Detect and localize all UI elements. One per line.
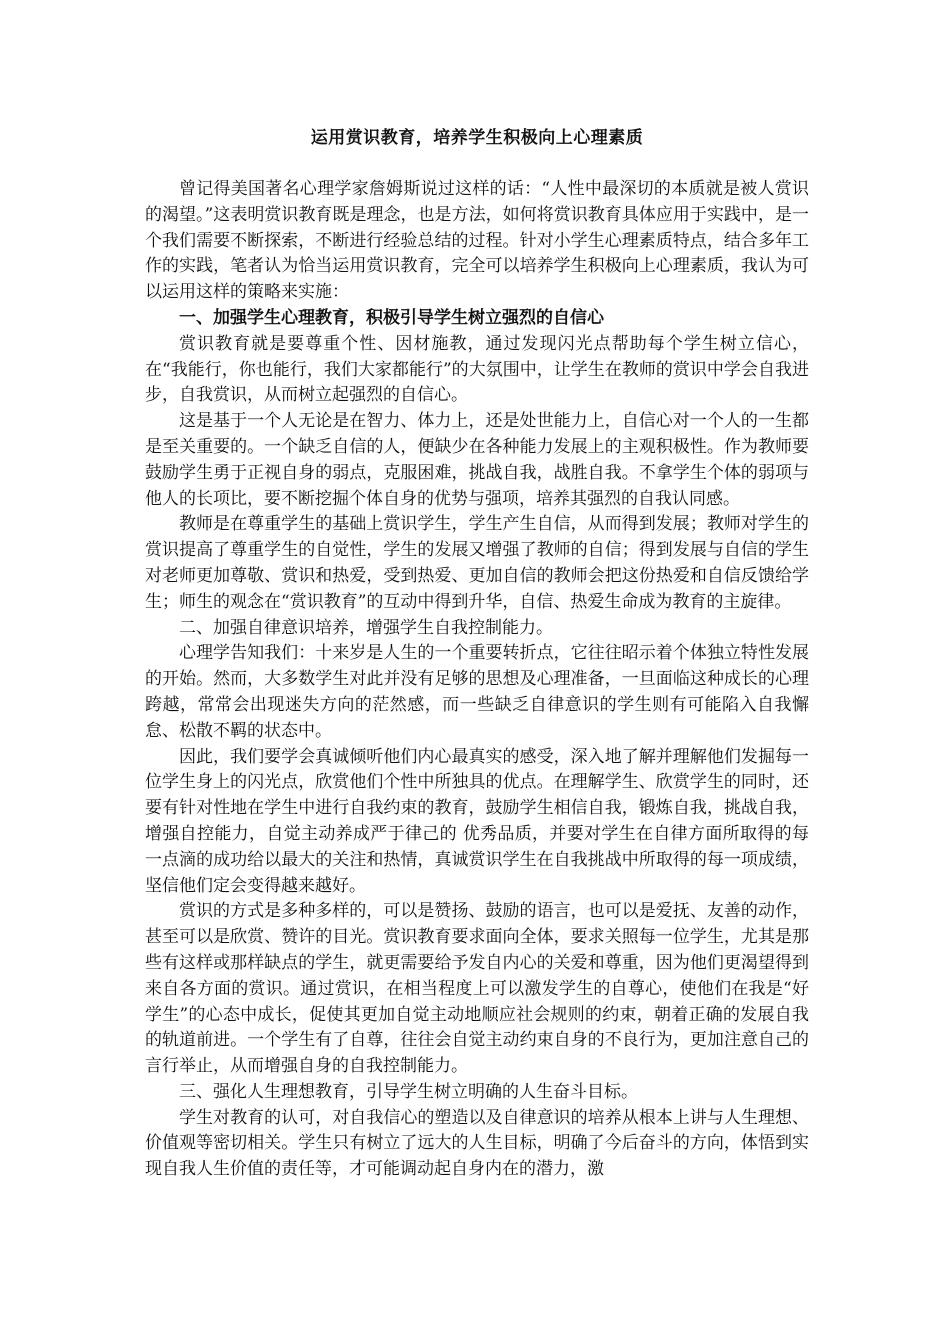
- paragraph-list: [145, 177, 809, 1183]
- body-paragraph: 赏识教育就是要尊重个性、因材施教，通过发现闪光点帮助每个学生树立信心，在“我能行，你也能行，我们大家都能行”的大氛围中，让学生在教师的赏识中学会自我进步，自我赏识，从而树立起强烈的自信心。: [145, 333, 809, 406]
- body-paragraph: 曾记得美国著名心理学家詹姆斯说过这样的话：“人性中最深切的本质就是被人赏识的渴望。”这表明赏识教育既是理念，也是方法，如何将赏识教育具体应用于实践中，是一个我们需要不断探索，不断进行经验总结的过程。针对小学生心理素质特点，结合多年工作的实践，笔者认为恰当运用赏识教育，完全可以培养学生积极向上心理素质，我认为可以运用这样的策略来实施：: [145, 179, 809, 303]
- section-heading: 一、加强学生心理教育，积极引导学生树立强烈的自信心: [179, 307, 604, 328]
- body-paragraph: 三、强化人生理想教育，引导学生树立明确的人生奋斗目标。: [179, 1081, 638, 1102]
- body-paragraph: 赏识的方式是多种多样的，可以是赞扬、鼓励的语言，也可以是爱抚、友善的动作，甚至可以是欣赏、赞许的目光。赏识教育要求面向全体，要求关照每一位学生，尤其是那些有这样或那样缺点的学生，就更需要给予发自内心的关爱和尊重，因为他们更渴望得到来自各方面的赏识。通过赏识，在相当程度上可以激发学生的自尊心，使他们在我是“好学生”的心态中成长，促使其更加自觉主动地顺应社会规则的约束，朝着正确的发展自我的轨道前进。一个学生有了自尊，往往会自觉主动约束自身的不良行为，更加注意自己的言行举止，从而增强自身的自我控制能力。: [145, 901, 809, 1077]
- body-paragraph: 教师是在尊重学生的基础上赏识学生，学生产生自信，从而得到发展；教师对学生的赏识提高了尊重学生的自觉性，学生的发展又增强了教师的自信；得到发展与自信的学生对老师更加尊敬、赏识和热爱，受到热爱、更加自信的教师会把这份热爱和自信反馈给学生；师生的观念在“赏识教育”的互动中得到升华，自信、热爱生命成为教育的主旋律。: [145, 514, 809, 612]
- body-paragraph: 这是基于一个人无论是在智力、体力上，还是处世能力上，自信心对一个人的一生都是至关重要的。一个缺乏自信的人，便缺少在各种能力发展上的主观积极性。作为教师要鼓励学生勇于正视自身的弱点，克服困难，挑战自我，战胜自我。不拿学生个体的弱项与他人的长项比，要不断挖掘个体自身的优势与强项，培养其强烈的自我认同感。: [145, 411, 809, 509]
- body-paragraph: 二、加强自律意识培养，增强学生自我控制能力。: [179, 617, 553, 638]
- document-content: [145, 126, 809, 1183]
- body-paragraph: 因此，我们要学会真诚倾听他们内心最真实的感受，深入地了解并理解他们发掘每一位学生身上的闪光点，欣赏他们个性中所独具的优点。在理解学生、欣赏学生的同时，还要有针对性地在学生中进行自我约束的教育，鼓励学生相信自我，锻炼自我，挑战自我，增强自控能力，自觉主动养成严于律己的 优秀品质，并要对学生在自律方面所取得的每一点滴的成功给以最大的关注和热情，真诚赏识学生在自我挑战中所取得的每一项成绩，坚信他们定会变得越来越好。: [145, 746, 809, 896]
- body-paragraph: 心理学告知我们：十来岁是人生的一个重要转折点，它往往昭示着个体独立特性发展的开始。然而，大多数学生对此并没有足够的思想及心理准备，一旦面临这种成长的心理跨越，常常会出现迷失方向的茫然感，而一些缺乏自律意识的学生则有可能陷入自我懈怠、松散不羁的状态中。: [145, 643, 809, 741]
- body-paragraph: 学生对教育的认可，对自我信心的塑造以及自律意识的培养从根本上讲与人生理想、价值观等密切相关。学生只有树立了远大的人生目标，明确了今后奋斗的方向，体悟到实现自我人生价值的责任等，才可能调动起自身内在的潜力，激: [145, 1107, 809, 1180]
- document-title: 运用赏识教育，培养学生积极向上心理素质: [310, 128, 644, 148]
